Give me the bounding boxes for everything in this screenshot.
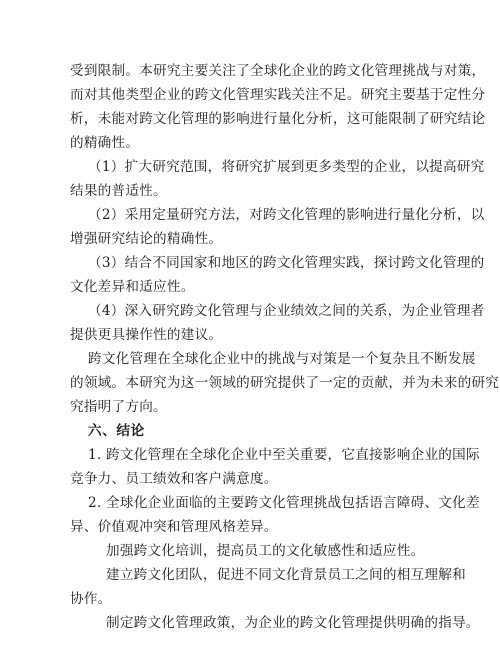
- text-line: 的精确性。: [70, 135, 140, 151]
- text-line: 加强跨文化培训，提高员工的文化敏感性和适应性。: [106, 543, 425, 559]
- text-line: 制定跨文化管理政策，为企业的跨文化管理提供明确的指导。: [106, 615, 480, 631]
- numbered-item-line: 竞争力、员工绩效和客户满意度。: [70, 471, 278, 487]
- list-item-line: 提供更具操作性的建议。: [70, 327, 223, 343]
- section-heading: 六、结论: [88, 423, 145, 439]
- text-line: 受到限制。本研究主要关注了全球化企业的跨文化管理挑战与对策，: [70, 63, 486, 79]
- text-line: 建立跨文化团队，促进不同文化背景员工之间的相互理解和: [106, 567, 466, 583]
- list-item-line: （3）结合不同国家和地区的跨文化管理实践，探讨跨文化管理的: [88, 255, 485, 271]
- list-item-line: 增强研究结论的精确性。: [70, 231, 223, 247]
- text-line: 析，未能对跨文化管理的影响进行量化分析，这可能限制了研究结论: [70, 111, 486, 127]
- text-line: 跨文化管理在全球化企业中的挑战与对策是一个复杂且不断发展: [88, 351, 476, 367]
- list-item-line: 结果的普适性。: [70, 183, 167, 199]
- text-line: 的领域。本研究为这一领域的研究提供了一定的贡献，并为未来的研究: [70, 375, 500, 391]
- numbered-item-line: 异、价值观冲突和管理风格差异。: [70, 519, 278, 535]
- numbered-item-line: 2. 全球化企业面临的主要跨文化管理挑战包括语言障碍、文化差: [88, 495, 480, 511]
- numbered-item-line: 1. 跨文化管理在全球化企业中至关重要，它直接影响企业的国际: [88, 447, 480, 463]
- list-item-line: （2）采用定量研究方法，对跨文化管理的影响进行量化分析，以: [88, 207, 485, 223]
- list-item-line: （4）深入研究跨文化管理与企业绩效之间的关系，为企业管理者: [88, 303, 485, 319]
- text-line: 协作。: [70, 591, 112, 607]
- text-line: 而对其他类型企业的跨文化管理实践关注不足。研究主要基于定性分: [70, 87, 486, 103]
- list-item-line: 文化差异和适应性。: [70, 279, 195, 295]
- list-item-line: （1）扩大研究范围，将研究扩展到更多类型的企业，以提高研究: [88, 159, 485, 175]
- text-line: 究指明了方向。: [70, 399, 167, 415]
